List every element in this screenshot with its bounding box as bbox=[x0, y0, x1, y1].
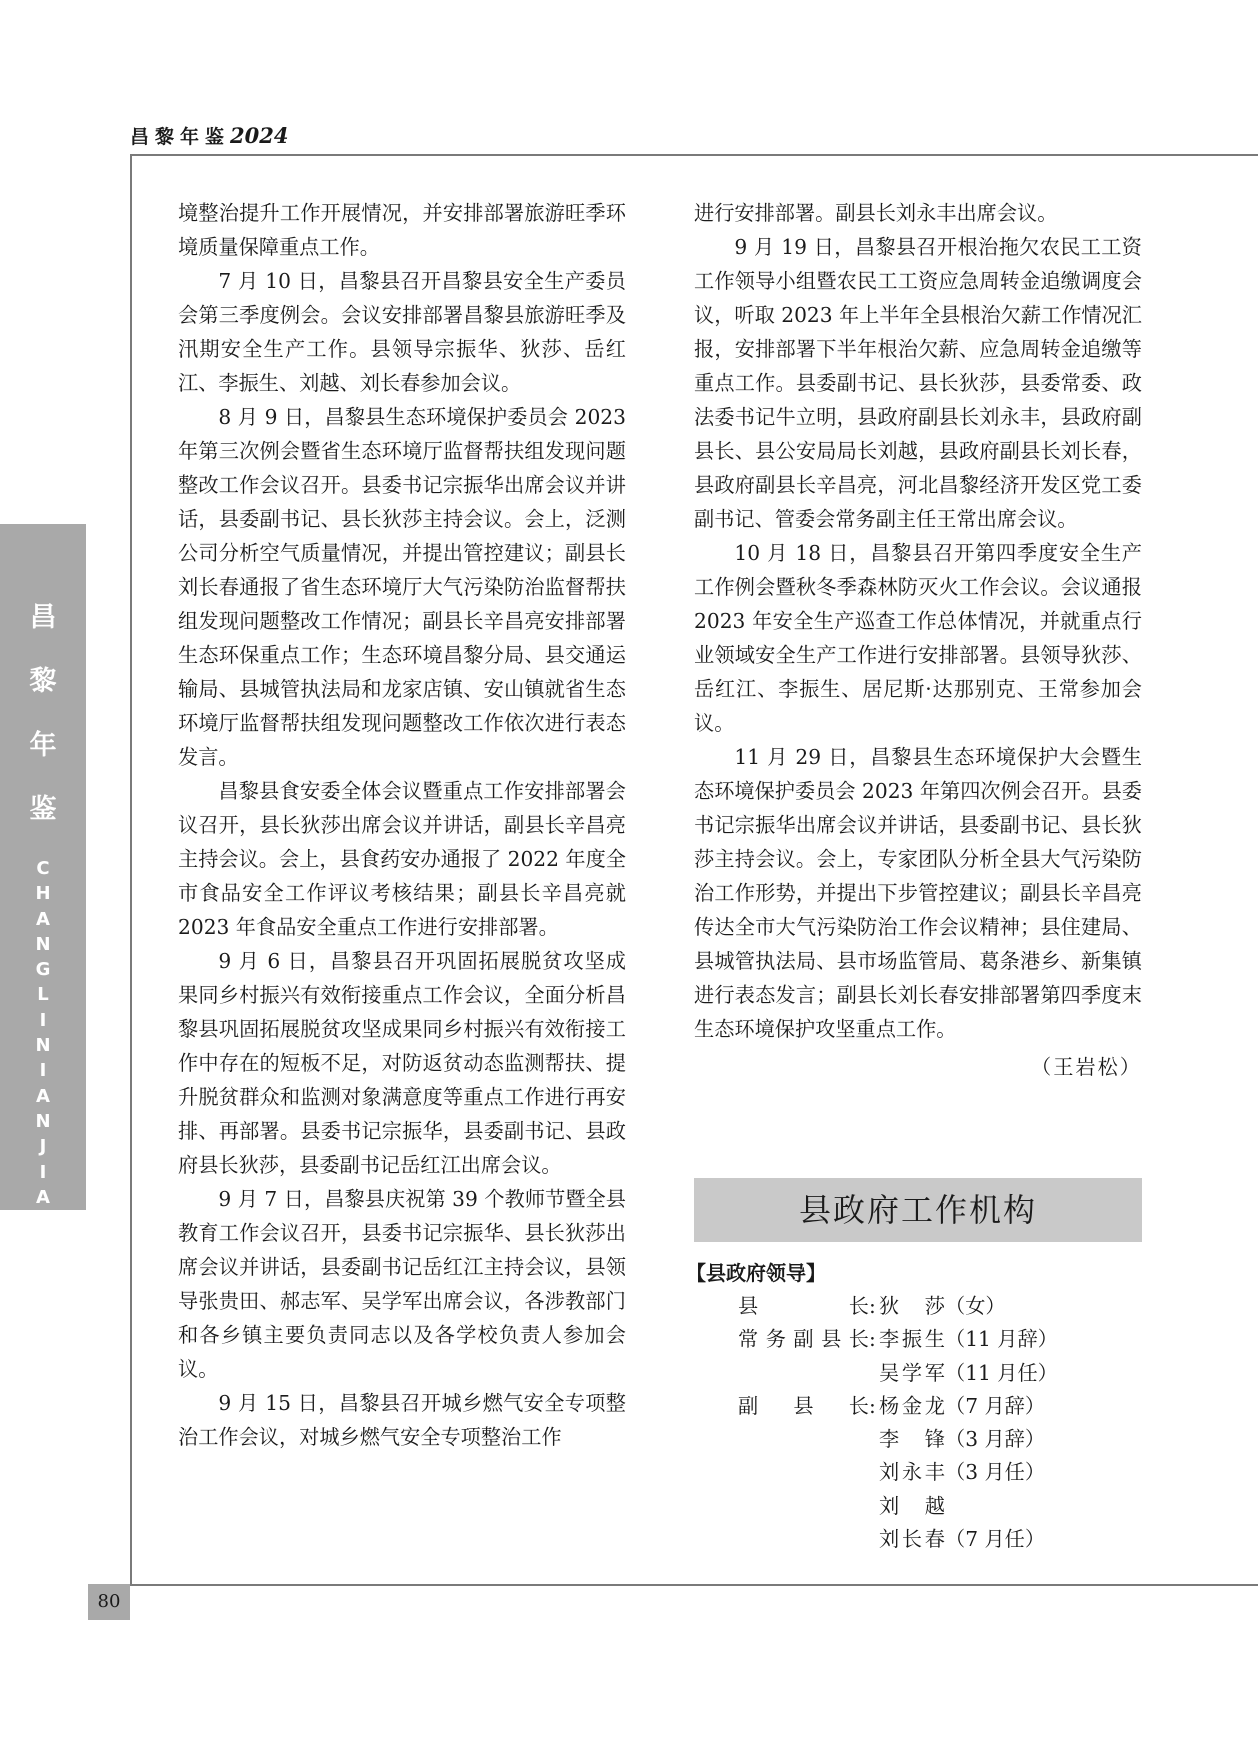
leaders-heading: 【县政府领导】 bbox=[686, 1261, 826, 1285]
leader-role bbox=[738, 1523, 869, 1556]
leader-note: （女） bbox=[945, 1294, 1006, 1318]
paragraph: 7 月 10 日，昌黎县召开昌黎县安全生产委员会第三季度例会。会议安排部署昌黎县旅游旺季及汛期安全生产工作。县领导宗振华、狄莎、岳红江、李振生、刘越、刘长春参加会议。 bbox=[178, 269, 626, 395]
side-tab-title bbox=[0, 586, 86, 842]
leader-role bbox=[738, 1456, 869, 1489]
leader-row bbox=[738, 1523, 1158, 1556]
left-column bbox=[178, 196, 626, 1454]
side-tab-char: 昌 bbox=[29, 602, 57, 633]
leader-row: 副县长 : 杨金龙（7 月辞） bbox=[738, 1390, 1158, 1423]
leader-name: 刘长春 bbox=[879, 1527, 945, 1552]
page-number: 80 bbox=[88, 1584, 130, 1620]
section-title: 县政府工作机构 bbox=[694, 1178, 1142, 1242]
side-tab-letter: I bbox=[39, 1060, 47, 1082]
frame-bottom-rule bbox=[130, 1584, 1258, 1586]
leader-row bbox=[738, 1423, 1158, 1456]
paragraph: 进行安排部署。副县长刘永丰出席会议。 bbox=[694, 201, 1058, 225]
paragraph: 昌黎县食安委全体会议暨重点工作安排部署会议召开，县长狄莎出席会议并讲话，副县长辛昌亮主持会议。会上，县食药安办通报了 2022 年度全市食品安全工作评议考核结果；副县长辛昌亮就 2023 年食品安全重点工作进行安排部署。 bbox=[178, 779, 626, 939]
side-tab-letter: N bbox=[35, 1212, 51, 1234]
side-tab-latin bbox=[0, 856, 86, 1235]
paragraph: 10 月 18 日，昌黎县召开第四季度安全生产工作例会暨秋冬季森林防灭火工作会议。会议通报 2023 年安全生产巡查工作总体情况，并就重点行业领域安全生产工作进行安排部署。县领导狄莎、岳红江、李振生、居尼斯·达那别克、王常参加会议。 bbox=[694, 541, 1142, 735]
paragraph: 9 月 15 日，昌黎县召开城乡燃气安全专项整治工作会议，对城乡燃气安全专项整治工作 bbox=[178, 1391, 626, 1449]
leader-row: 县长 : 狄莎（女） bbox=[738, 1290, 1158, 1323]
paragraph: 11 月 29 日，昌黎县生态环境保护大会暨生态环境保护委员会 2023 年第四次例会召开。县委书记宗振华出席会议并讲话，县委副书记、县长狄莎主持会议。会上，专家团队分析全县大气污染防治工作形势，并提出下步管控建议；副县长辛昌亮传达全市大气污染防治工作会议精神；县住建局、县城管执法局、县市场监管局、葛条港乡、新集镇进行表态发言；副县长刘长春安排部署第四季度末生态环境保护攻坚重点工作。 bbox=[694, 745, 1142, 1041]
header-title: 昌黎年鉴 bbox=[130, 126, 231, 148]
leader-role bbox=[738, 1490, 869, 1523]
leader-role: 副县长 bbox=[738, 1393, 869, 1418]
side-tab-letter: A bbox=[36, 908, 50, 930]
leader-name: 刘永丰 bbox=[879, 1460, 945, 1485]
leader-note: （3 月辞） bbox=[945, 1427, 1046, 1452]
leader-role bbox=[738, 1423, 869, 1456]
author-credit: （王岩松） bbox=[1031, 1055, 1142, 1079]
side-tab-letter: A bbox=[36, 1186, 50, 1208]
leader-note: （7 月任） bbox=[945, 1527, 1046, 1552]
leader-note: （7 月辞） bbox=[945, 1393, 1046, 1418]
frame-left-rule bbox=[130, 154, 132, 1584]
leader-name: 刘越 bbox=[879, 1493, 945, 1518]
paragraph: 8 月 9 日，昌黎县生态环境保护委员会 2023 年第三次例会暨省生态环境厅监督帮扶组发现问题整改工作会议召开。县委书记宗振华出席会议并讲话，县委副书记、县长狄莎主持会议。会上，泛测公司分析空气质量情况，并提出管控建议；副县长刘长春通报了省生态环境厅大气污染防治监督帮扶组发现问题整改工作情况；副县长辛昌亮安排部署生态环保重点工作；生态环境昌黎分局、县交通运输局、县城管执法局和龙家店镇、安山镇就省生态环境厅监督帮扶组发现问题整改工作依次进行表态发言。 bbox=[178, 405, 626, 769]
paragraph: 9 月 19 日，昌黎县召开根治拖欠农民工工资工作领导小组暨农民工工资应急周转金追缴调度会议，听取 2023 年上半年全县根治欠薪工作情况汇报，安排部署下半年根治欠薪、应急周转金追缴等重点工作。县委副书记、县长狄莎，县委常委、政法委书记牛立明，县政府副县长刘永丰，县政府副县长、县公安局局长刘越，县政府副县长刘长春，县政府副县长辛昌亮，河北昌黎经济开发区党工委副书记、管委会常务副主任王常出席会议。 bbox=[694, 235, 1142, 531]
leader-row bbox=[738, 1490, 1158, 1523]
leader-row: 常务副县长 : 李振生（11 月辞） bbox=[738, 1323, 1158, 1356]
running-header bbox=[130, 122, 288, 149]
side-tab-letter: N bbox=[35, 1110, 51, 1132]
leaders-list bbox=[738, 1290, 1158, 1556]
side-tab-letter: I bbox=[39, 1009, 47, 1031]
leader-role bbox=[738, 1357, 869, 1390]
leader-role: 常务副县长 bbox=[738, 1327, 869, 1352]
header-year: 2024 bbox=[230, 123, 289, 148]
side-tab-letter: J bbox=[39, 1136, 47, 1158]
side-tab-letter: A bbox=[36, 1085, 50, 1107]
side-tab-letter: C bbox=[36, 858, 50, 879]
paragraph: 9 月 7 日，昌黎县庆祝第 39 个教师节暨全县教育工作会议召开，县委书记宗振华、县长狄莎出席会议并讲话，县委副书记岳红江主持会议，县领导张贵田、郝志军、吴学军出席会议，各涉教部门和各乡镇主要负责同志以及各学校负责人参加会议。 bbox=[178, 1187, 626, 1381]
leader-note: （11 月辞） bbox=[945, 1327, 1058, 1352]
leader-name: 杨金龙 bbox=[879, 1393, 945, 1418]
leader-name: 李锋 bbox=[879, 1427, 945, 1452]
side-tab-char: 黎 bbox=[29, 666, 57, 697]
side-tab-letter: G bbox=[35, 959, 51, 981]
paragraph: 境整治提升工作开展情况，并安排部署旅游旺季环境质量保障重点工作。 bbox=[178, 201, 626, 259]
side-tab-letter: L bbox=[37, 984, 49, 1006]
paragraph: 9 月 6 日，昌黎县召开巩固拓展脱贫攻坚成果同乡村振兴有效衔接重点工作会议，全面分析昌黎县巩固拓展脱贫攻坚成果同乡村振兴有效衔接工作中存在的短板不足，对防返贫动态监测帮扶、提升脱贫群众和监测对象满意度等重点工作进行再安排、再部署。县委书记宗振华，县委副书记、县政府县长狄莎，县委副书记岳红江出席会议。 bbox=[178, 949, 626, 1177]
leader-note: （3 月任） bbox=[945, 1460, 1046, 1485]
leader-name: 狄莎 bbox=[879, 1294, 945, 1318]
frame-top-rule bbox=[132, 154, 1258, 156]
leader-row bbox=[738, 1456, 1158, 1489]
side-tab-letter: I bbox=[39, 1161, 47, 1183]
right-column bbox=[694, 196, 1142, 1084]
leader-role: 县长 bbox=[738, 1294, 869, 1318]
leader-row bbox=[738, 1357, 1158, 1390]
leader-note: （11 月任） bbox=[945, 1360, 1058, 1385]
side-tab-letter: H bbox=[35, 883, 51, 905]
leader-name: 吴学军 bbox=[879, 1360, 945, 1385]
side-tab-letter: N bbox=[35, 933, 51, 955]
side-tab-char: 年 bbox=[29, 730, 57, 761]
side-tab-letter: N bbox=[35, 1035, 51, 1057]
leader-name: 李振生 bbox=[879, 1327, 945, 1352]
side-tab-char: 鉴 bbox=[29, 794, 57, 825]
